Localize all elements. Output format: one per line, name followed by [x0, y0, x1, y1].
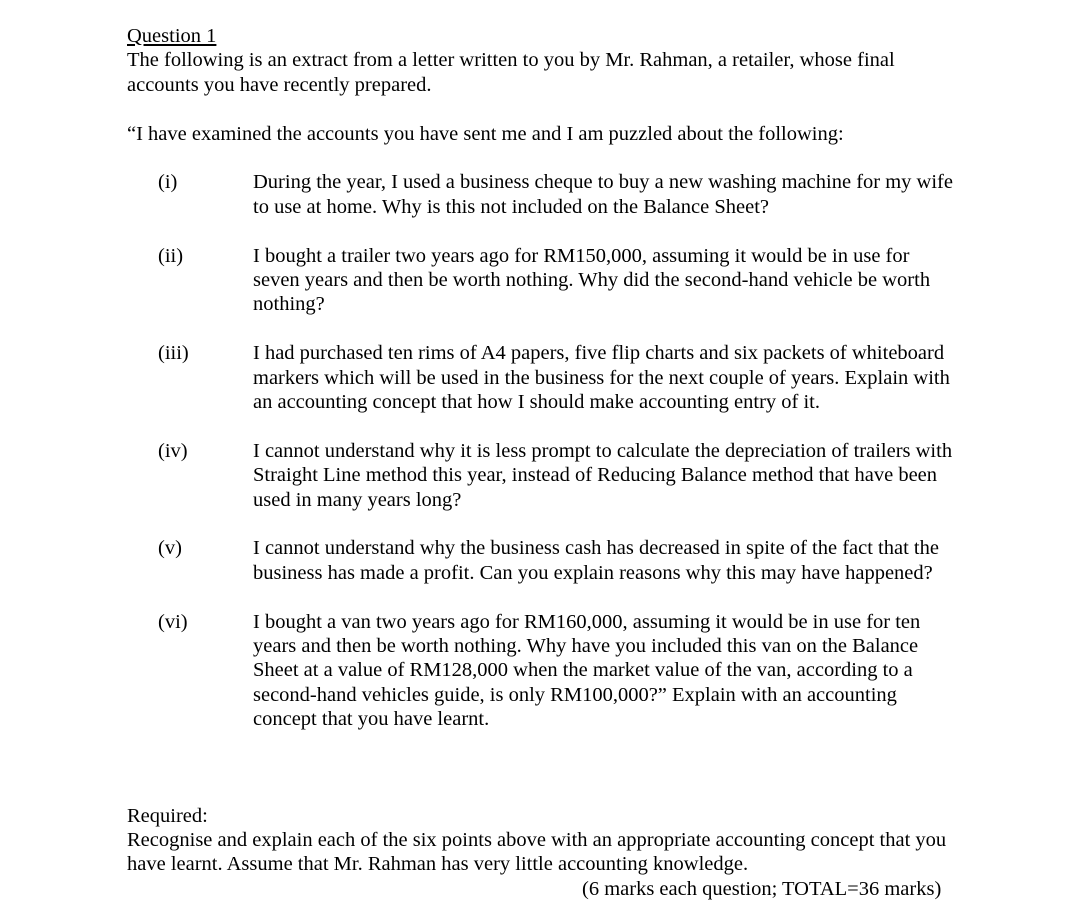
item-number: (ii) — [158, 244, 184, 267]
question-item — [127, 244, 957, 317]
question-intro: The following is an extract from a letter written to you by Mr. Rahman, a retailer, whose final accounts you have recently prepared. — [127, 49, 895, 96]
letter-opening: “I have examined the accounts you have sent me and I am puzzled about the following: — [127, 122, 844, 145]
item-text: During the year, I used a business cheque to buy a new washing machine for my wife to use at home. Why is this not included on the Balance Sheet? — [253, 171, 953, 218]
question-item — [127, 536, 957, 585]
question-item — [127, 170, 957, 219]
question-heading: Question 1 — [127, 25, 217, 47]
question-items-list — [127, 170, 957, 731]
question-item — [127, 341, 957, 414]
required-label: Required: — [127, 805, 208, 827]
question-item — [127, 439, 957, 512]
item-text: I had purchased ten rims of A4 papers, five flip charts and six packets of whiteboard markers which will be used in the business for the next couple of years. Explain with an accounting concept that how I should make accounting entry of it. — [253, 342, 950, 414]
item-number: (iv) — [158, 439, 188, 462]
item-number: (iii) — [158, 342, 189, 365]
item-text: I cannot understand why it is less prompt to calculate the depreciation of trailers with Straight Line method this year, instead of Reducing Balance method that have been used in many years long? — [253, 439, 953, 511]
marks-allocation: (6 marks each question; TOTAL=36 marks) — [582, 878, 942, 900]
question-item — [127, 610, 957, 732]
item-number: (vi) — [158, 610, 188, 633]
item-number: (v) — [158, 537, 182, 560]
required-instructions: Recognise and explain each of the six points above with an appropriate accounting concept that you have learnt. Assume that Mr. Rahman has very little accounting knowledge. — [127, 829, 947, 876]
item-text: I cannot understand why the business cash has decreased in spite of the fact that the business has made a profit. Can you explain reasons why this may have happened? — [253, 537, 939, 584]
question-section — [127, 24, 957, 756]
item-text: I bought a trailer two years ago for RM150,000, assuming it would be in use for seven years and then be worth nothing. Why did the second-hand vehicle be worth nothing? — [253, 244, 931, 316]
item-number: (i) — [158, 171, 178, 194]
item-text: I bought a van two years ago for RM160,000, assuming it would be in use for ten years and then be worth nothing. Why have you included this van on the Balance Sheet at a value of RM128,000 when the market value of the van, according to a second-hand vehicles guide, is only RM100,000?” Explain with an accounting concept that you have learnt. — [253, 610, 921, 731]
